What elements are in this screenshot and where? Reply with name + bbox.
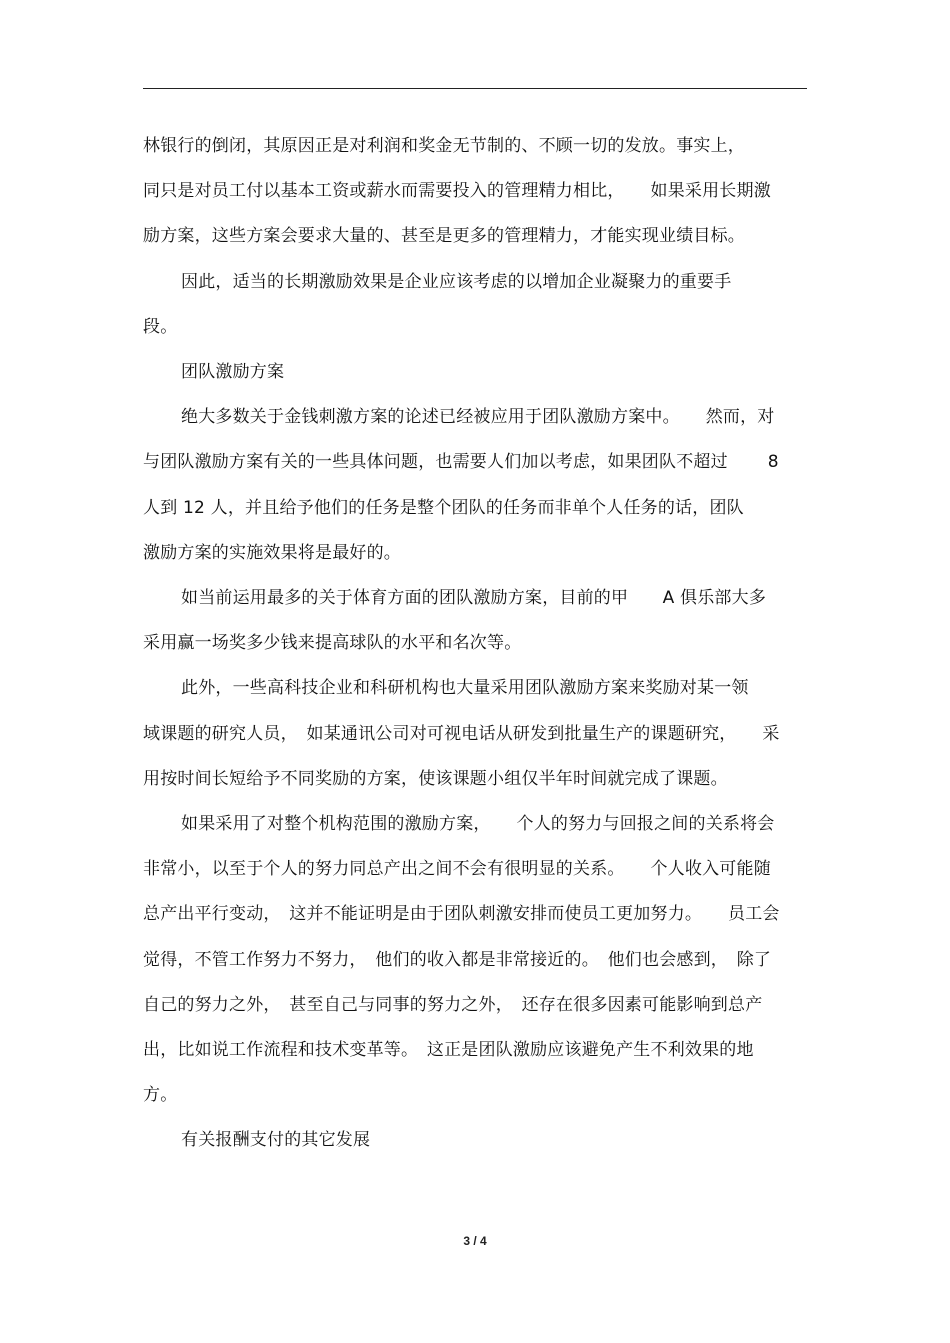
- paragraph-line: 激励方案的实施效果将是最好的。: [143, 543, 401, 563]
- paragraph-line: 同只是对员工付以基本工资或薪水而需要投入的管理精力相比， 如果采用长期激: [143, 181, 771, 201]
- paragraph-line: 出，比如说工作流程和技术变革等。 这正是团队激励应该避免产生不利效果的地: [143, 1040, 754, 1060]
- section-heading: 有关报酬支付的其它发展: [181, 1130, 371, 1150]
- paragraph-line: 用按时间长短给予不同奖励的方案，使该课题小组仅半年时间就完成了课题。: [143, 769, 728, 789]
- section-heading: 团队激励方案: [181, 362, 285, 382]
- paragraph-line: 因此，适当的长期激励效果是企业应该考虑的以增加企业凝聚力的重要手: [181, 272, 732, 292]
- paragraph-line: 总产出平行变动， 这并不能证明是由于团队刺激安排而使员工更加努力。 员工会: [143, 904, 780, 924]
- paragraph-line: 此外，一些高科技企业和科研机构也大量采用团队激励方案来奖励对某一领: [181, 678, 749, 698]
- paragraph-line: 人到 12 人，并且给予他们的任务是整个团队的任务而非单个人任务的话，团队: [143, 498, 744, 518]
- paragraph-line: 与团队激励方案有关的一些具体问题，也需要人们加以考虑，如果团队不超过 8: [143, 452, 779, 472]
- paragraph-line: 如当前运用最多的关于体育方面的团队激励方案，目前的甲 A 俱乐部大多: [181, 588, 767, 608]
- paragraph-line: 非常小，以至于个人的努力同总产出之间不会有很明显的关系。 个人收入可能随: [143, 859, 771, 879]
- paragraph-line: 如果采用了对整个机构范围的激励方案， 个人的努力与回报之间的关系将会: [181, 814, 775, 834]
- paragraph-line: 林银行的倒闭，其原因正是对利润和奖金无节制的、不顾一切的发放。事实上，: [143, 136, 745, 156]
- header-rule: [143, 88, 807, 89]
- paragraph-line: 自己的努力之外， 甚至自己与同事的努力之外， 还存在很多因素可能影响到总产: [143, 995, 763, 1015]
- page-number: 3 / 4: [463, 1234, 487, 1248]
- paragraph-line: 域课题的研究人员， 如某通讯公司对可视电话从研发到批量生产的课题研究， 采: [143, 724, 780, 744]
- paragraph-line: 觉得，不管工作努力不努力， 他们的收入都是非常接近的。 他们也会感到， 除了: [143, 950, 772, 970]
- paragraph-line: 采用赢一场奖多少钱来提高球队的水平和名次等。: [143, 633, 522, 653]
- paragraph-line: 方。: [143, 1085, 178, 1105]
- paragraph-line: 绝大多数关于金钱刺激方案的论述已经被应用于团队激励方案中。 然而，对: [181, 407, 775, 427]
- paragraph-line: 段。: [143, 317, 178, 337]
- paragraph-line: 励方案，这些方案会要求大量的、甚至是更多的管理精力，才能实现业绩目标。: [143, 226, 745, 246]
